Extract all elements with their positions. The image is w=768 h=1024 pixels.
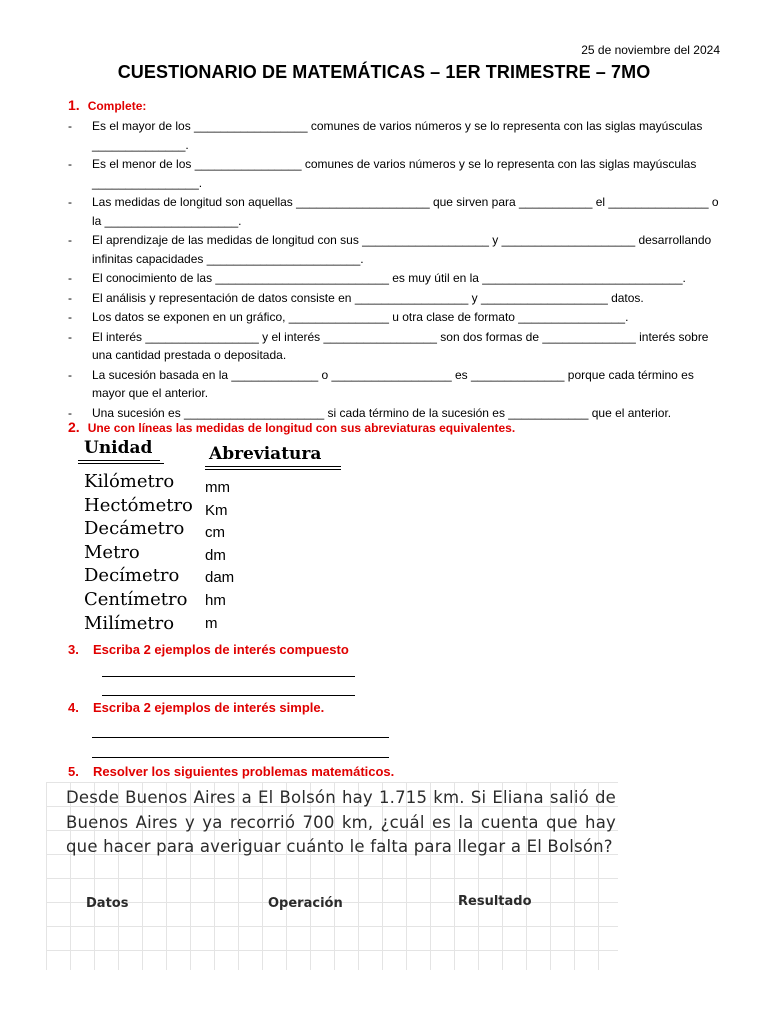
problem-grid-card bbox=[46, 782, 618, 970]
datos-label: Datos bbox=[86, 896, 129, 911]
operacion-label: Operación bbox=[268, 896, 343, 911]
unit-item: Decímetro bbox=[84, 565, 180, 587]
unit-item: Hectómetro bbox=[84, 494, 193, 516]
abbreviation-column bbox=[205, 444, 341, 635]
unit-item: Milímetro bbox=[84, 612, 175, 634]
list-item: - Es el menor de los ________________ comunes de varios números y se lo representa con las siglas mayúsculas ________________. bbox=[68, 157, 697, 190]
answer-line[interactable] bbox=[102, 695, 355, 696]
question-3-heading bbox=[68, 642, 349, 657]
question-number: 4. bbox=[68, 700, 79, 715]
question-title: Escriba 2 ejemplos de interés simple. bbox=[93, 700, 325, 715]
question-number: 2. bbox=[68, 419, 80, 435]
question-number: 3. bbox=[68, 642, 79, 657]
fill-in-list bbox=[68, 117, 728, 423]
abbreviation-item: mm bbox=[205, 479, 230, 496]
abbreviation-item: m bbox=[205, 614, 218, 632]
abbreviation-item: cm bbox=[205, 524, 225, 542]
list-item: - El análisis y representación de datos consiste en _________________ y ___________________ datos. bbox=[68, 290, 644, 305]
question-title: Resolver los siguientes problemas matemáticos. bbox=[93, 764, 395, 779]
unit-item: Kilómetro bbox=[84, 471, 175, 492]
list-item: - Los datos se exponen en un gráfico, _______________ u otra clase de formato ________________. bbox=[68, 310, 629, 324]
question-title: Complete: bbox=[87, 99, 147, 113]
unit-list bbox=[78, 470, 193, 635]
question-4-heading bbox=[68, 700, 324, 715]
question-title: Escriba 2 ejemplos de interés compuesto bbox=[93, 642, 349, 657]
answer-line[interactable] bbox=[92, 757, 389, 758]
document-date: 25 de noviembre del 2024 bbox=[581, 43, 720, 57]
question-number: 5. bbox=[68, 764, 79, 779]
answer-line[interactable] bbox=[92, 737, 389, 738]
list-item: - El conocimiento de las __________________________ es muy útil en la ______________________________. bbox=[68, 271, 686, 285]
list-item: - Una sucesión es _____________________ si cada término de la sucesión es ____________ que el anterior. bbox=[68, 405, 672, 420]
list-item: - El aprendizaje de las medidas de longitud con sus ___________________ y ____________________ desarrollando infinitas capacidades _______________________. bbox=[68, 233, 712, 266]
abbreviation-item: hm bbox=[205, 591, 226, 609]
list-item: - La sucesión basada en la _____________ o __________________ es ______________ porque cada término es mayor que el anterior. bbox=[68, 367, 694, 400]
abbreviation-list bbox=[205, 477, 341, 635]
problem-text: Desde Buenos Aires a El Bolsón hay 1.715 km. Si Eliana salió de Buenos Aires y ya recorrió 700 km, ¿cuál es la cuenta que hay que hacer para averiguar cuánto le falta para llegar a El Bolsón? bbox=[66, 788, 616, 856]
question-2-heading bbox=[68, 419, 515, 435]
page-title: CUESTIONARIO DE MATEMÁTICAS – 1ER TRIMESTRE – 7MO bbox=[117, 62, 651, 82]
abbreviation-header: Abreviatura bbox=[205, 444, 341, 467]
list-item: - Es el mayor de los _________________ comunes de varios números y se lo representa con las siglas mayúsculas ______________. bbox=[68, 119, 703, 152]
abbreviation-item: dm bbox=[205, 546, 226, 564]
unit-item: Decámetro bbox=[84, 518, 185, 540]
divider bbox=[205, 469, 341, 470]
question-title: Une con líneas las medidas de longitud con sus abreviaturas equivalentes. bbox=[87, 421, 516, 435]
list-item: - El interés _________________ y el interés _________________ son dos formas de ______________ interés sobre una cantidad prestada o depositada. bbox=[68, 329, 709, 362]
unit-item: Metro bbox=[84, 541, 140, 563]
divider bbox=[78, 463, 164, 464]
question-number: 1. bbox=[68, 97, 80, 113]
question-5-heading bbox=[68, 764, 394, 779]
unit-column bbox=[78, 438, 193, 635]
unit-header: Unidad bbox=[78, 438, 160, 461]
answer-line[interactable] bbox=[102, 676, 355, 677]
resultado-label: Resultado bbox=[458, 894, 532, 909]
question-1-heading bbox=[68, 97, 146, 113]
abbreviation-item: dam bbox=[205, 569, 235, 587]
list-item: - Las medidas de longitud son aquellas ____________________ que sirven para ___________ el _______________ o la ____________________. bbox=[68, 195, 719, 228]
unit-item: Centímetro bbox=[84, 588, 188, 610]
abbreviation-item: Km bbox=[205, 501, 228, 519]
